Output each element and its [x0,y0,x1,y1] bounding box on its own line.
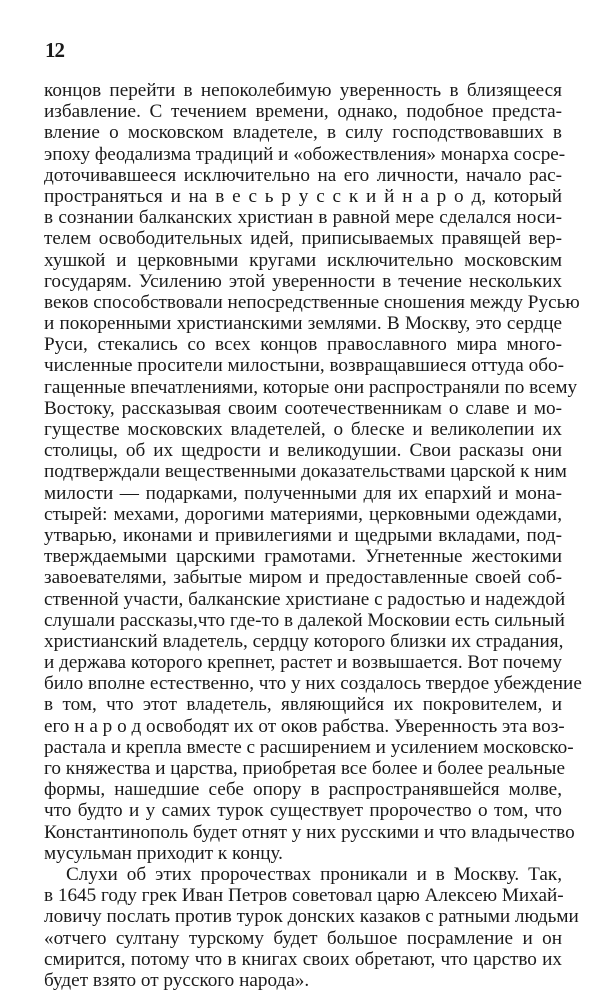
text-line: гуществе московских владетелей, о блеске и великолепии их [44,419,562,440]
text-line: утварью, иконами и привилегиями и щедрыми вкладами, под- [44,524,562,546]
text-line: растала и крепла вместе с расширением и усилением московско- [44,736,574,758]
text-line: будет взято от русского народа». [44,969,310,991]
text-line: доточивавшееся исключительно на его личности, начало рас- [44,164,562,186]
text-line: и держава которого крепнет, растет и возвышается. Вот почему [44,652,563,674]
text-line: концов перейти в непоколебимую уверенность в близящееся [44,80,562,101]
paragraph-2 [44,863,579,991]
text-line: «отчего султану турскому будет большое посрамление и он [44,927,562,949]
text-line: его н а р о д освободят их от оков рабства. Уверенность эта воз- [44,715,565,737]
page-number: 12 [45,38,64,62]
text-line: било вполне естественно, что у них создалось твердое убеждение [44,673,582,695]
text-line: формы, нашедшие себе опору в распространявшейся молве, [44,779,562,801]
text-line: тверждаемыми царскими грамотами. Угнетенные жестокими [44,546,562,568]
text-line: мусульман приходит к концу. [44,842,283,864]
text-line: стырей: мехами, дорогими материями, церковными одеждами, [44,503,562,525]
text-line: ловичу послать против турок донских казаков с ратными людьми [44,906,579,928]
text-line: гащенные впечатлениями, которые они распространяли по всему [44,376,578,398]
text-line: го княжества и царства, приобретая все более и более реальные [44,758,565,779]
text-line: Руси, стекались со всех концов православного мира много- [44,334,562,356]
text-line: вление о московском владетеле, в силу господствовавших в [44,122,562,144]
text-line: в сознании балканских христиан в равной мере сделался носи- [44,207,562,229]
text-line: избавление. С течением времени, однако, подобное предста- [44,101,562,123]
text-line: телем освободительных идей, приписываемых правящей вер- [44,228,562,250]
text-line: численные просители милостыни, возвращавшиеся оттуда обо- [44,355,564,377]
text-line: государям. Усилению этой уверенности в течение нескольких [44,270,562,292]
text-line: и покоренными христианскими землями. В Москву, это сердце [44,313,562,335]
text-line: хушкой и церковными кругами исключительно московским [44,249,562,271]
text-line: смирится, потому что в книгах своих обретают, что царство их [44,948,562,970]
text-line: ственной участи, балканские христиане с радостью и надеждой [44,588,566,610]
text-line: христианский владетель, сердцу которого близки их страдания, [44,630,564,652]
paragraph-1 [44,80,582,864]
text-line: подтверждали вещественными доказательствами царской к ним [44,461,567,483]
text-line: столицы, об их щедрости и великодушии. Свои расказы они [44,440,562,462]
text-line: в том, что этот владетель, являющийся их покровителем, и [44,694,562,716]
text-line: Слухи об этих пророчествах проникали и в Москву. Так, [66,863,562,885]
text-line: пространяться и на в е с ь р у с с к и й н а р о д, который [44,185,562,207]
text-line: завоевателями, забытые миром и предоставленные своей соб- [44,567,562,589]
body-text [44,80,582,991]
text-line: милости — подарками, полученными для их епархий и мона- [44,482,562,504]
text-line: эпоху феодализма традиций и «обожествления» монарха сосре- [44,143,566,165]
text-line: Востоку, рассказывая своим соотечественникам о славе и мо- [44,397,562,419]
text-line: веков способствовали непосредственные сношения между Русью [44,291,580,313]
text-line: что будто и у самих турок существует пророчество о том, что [44,800,562,822]
text-line: Константинополь будет отнят у них русскими и что владычество [44,821,575,843]
text-line: в 1645 году грек Иван Петров советовал царю Алексею Михай- [44,885,564,907]
text-line: слушали рассказы,что где-то в далекой Московии есть сильный [44,609,565,631]
